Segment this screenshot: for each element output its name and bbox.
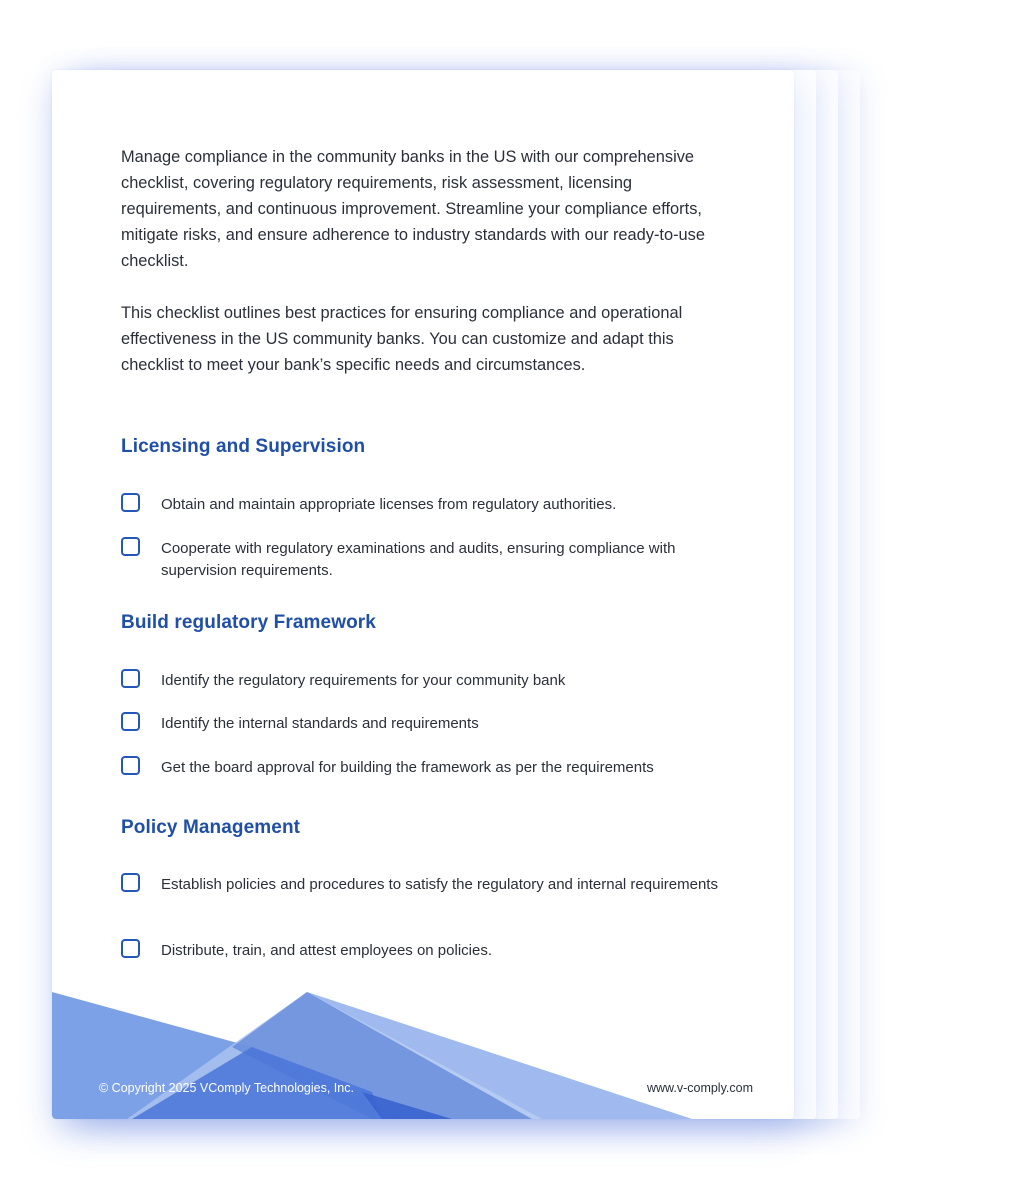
checklist-item-text: Identify the internal standards and requirements [161, 715, 479, 732]
copyright-text: © Copyright 2025 VComply Technologies, Inc. [99, 1081, 354, 1095]
checklist-item-text: Establish policies and procedures to satisfy the regulatory and internal requirements [161, 876, 718, 893]
section-title-licensing: Licensing and Supervision [121, 436, 366, 457]
checkbox[interactable] [121, 537, 140, 556]
footer-decoration [52, 992, 794, 1119]
checklist-item-text: Cooperate with regulatory examinations and audits, ensuring compliance with supervision requirements. [161, 540, 676, 579]
checkbox[interactable] [121, 873, 140, 892]
checkbox[interactable] [121, 939, 140, 958]
website-link[interactable]: www.v-comply.com [646, 1081, 753, 1095]
checkbox[interactable] [121, 712, 140, 731]
intro-paragraph-1: Manage compliance in the community banks in the US with our comprehensive checklist, covering regulatory requirements, risk assessment, licensing requirements, and continuous improvement. Streamline your compliance efforts, mitigate risks, and ensure adherence to industry standards with our ready-to-use checklist. [121, 148, 705, 270]
checklist-item-text: Get the board approval for building the framework as per the requirements [161, 759, 654, 776]
checkbox[interactable] [121, 493, 140, 512]
intro-paragraph-2: This checklist outlines best practices for ensuring compliance and operational effectiveness in the US community banks. You can customize and adapt this checklist to meet your bank’s specific needs and circumstances. [121, 304, 683, 374]
checklist-page [52, 70, 794, 1119]
section-title-policy: Policy Management [121, 817, 301, 838]
checklist-item-text: Obtain and maintain appropriate licenses from regulatory authorities. [161, 496, 617, 513]
checklist-item-text: Identify the regulatory requirements for your community bank [161, 672, 566, 689]
checkbox[interactable] [121, 669, 140, 688]
checklist-item-text: Distribute, train, and attest employees on policies. [161, 942, 493, 959]
checkbox[interactable] [121, 756, 140, 775]
section-title-framework: Build regulatory Framework [121, 612, 376, 633]
